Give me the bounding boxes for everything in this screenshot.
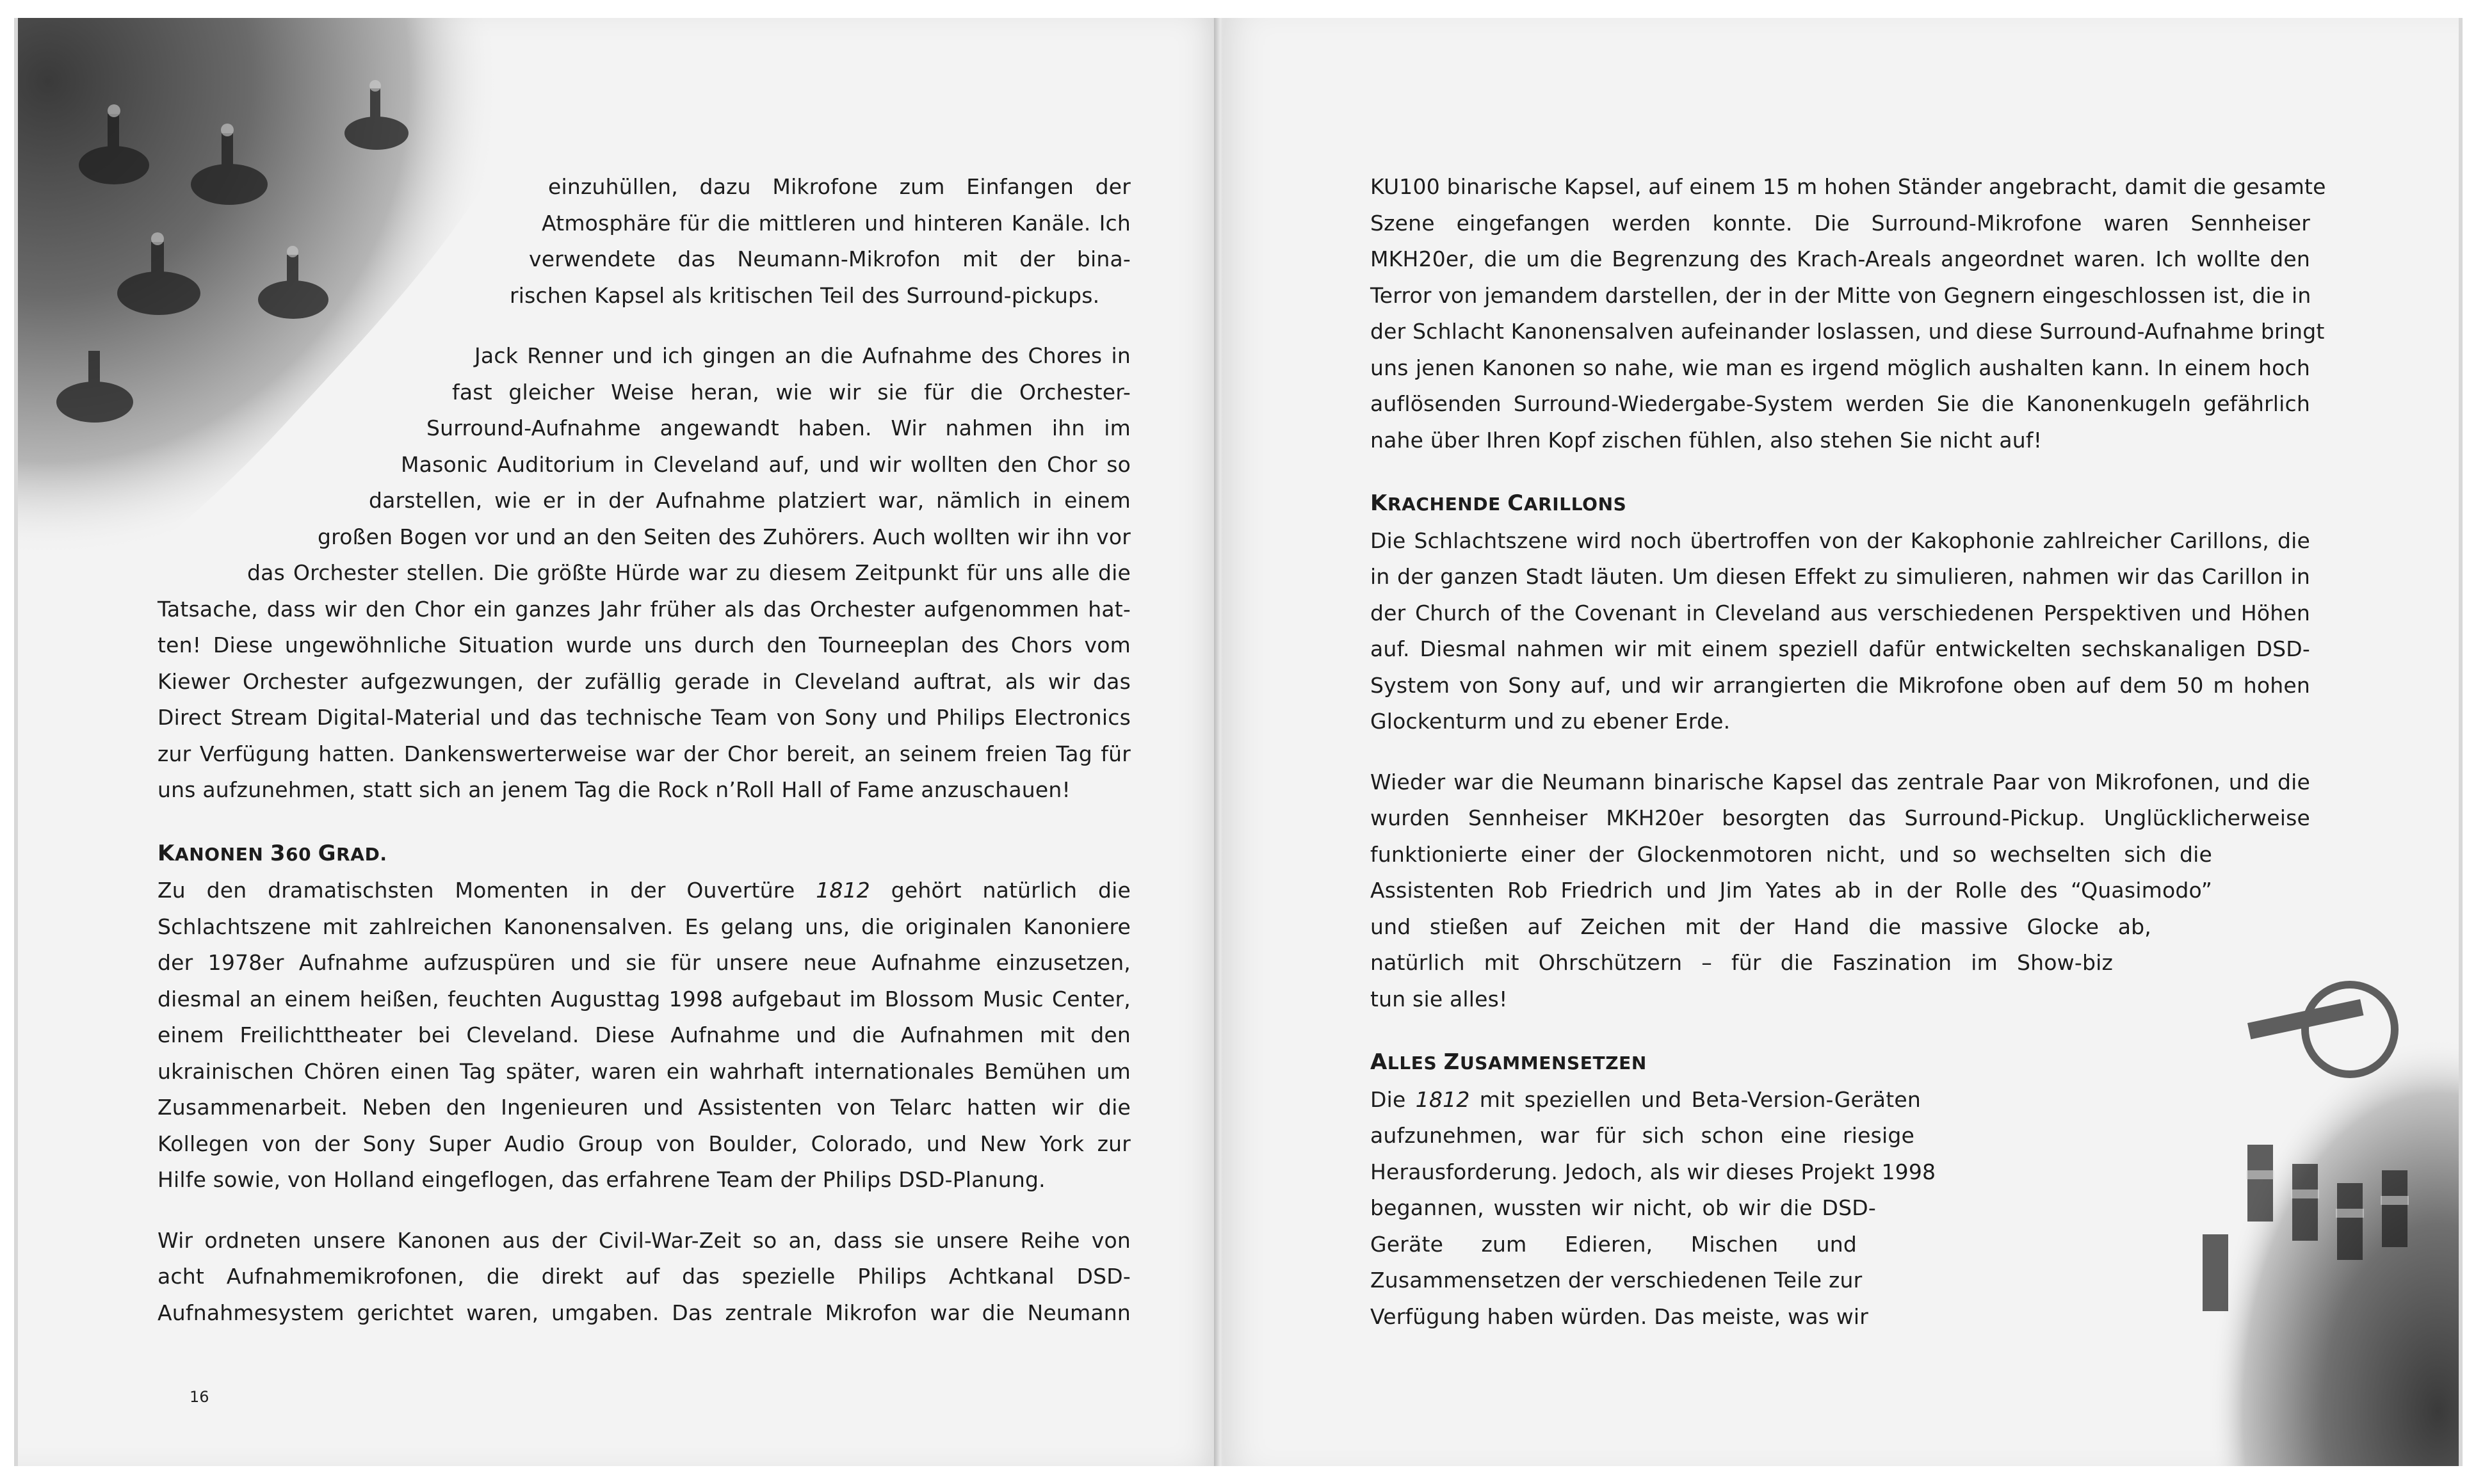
text-line: Assistenten Rob Friedrich und Jim Yates ab in der Rolle des “Quasimodo” [1370, 878, 2212, 903]
section-heading-carillons: KRACHENDE CARILLONS [1370, 490, 1627, 516]
paragraph-civil-war [158, 1223, 1131, 1332]
right-page [1223, 18, 2463, 1466]
text-line: Wieder war die Neumann binarische Kapsel das zentrale Paar von Mikrofonen, und die [1370, 769, 2310, 794]
text-line: auflösenden Surround-Wiedergabe-System werden Sie die Kanonenkugeln gefährlich [1370, 391, 2310, 416]
text-line: darstellen, wie er in der Aufnahme platziert war, nämlich in einem [369, 488, 1131, 513]
paragraph-neumann [1370, 764, 2310, 1018]
text-line: tun sie alles! [1370, 986, 1508, 1012]
text-line: auf. Diesmal nahmen wir mit einem speziell dafür entwickelten sechskanaligen DSD- [1370, 636, 2310, 661]
text-line: ukrainischen Chören einen Tag später, waren ein wahrhaft internationales Bemühen um [158, 1058, 1131, 1084]
text-line: Tatsache, dass wir den Chor ein ganzes Jahr früher als das Orchester aufgenommen hat- [158, 596, 1131, 622]
text-line: verwendete das Neumann-Mikrofon mit der bina- [529, 246, 1131, 271]
text-line: ten! Diese ungewöhnliche Situation wurde uns durch den Tourneeplan des Chors vom [158, 633, 1131, 657]
text-line: uns aufzunehmen, statt sich an jenem Tag die Rock n’Roll Hall of Fame anzuschauen! [158, 777, 1071, 802]
text-line: zur Verfügung hatten. Dankenswerterweise war der Chor bereit, an seinem freien Tag für [158, 741, 1131, 766]
text-line: natürlich mit Ohrschützern – für die Faszination im Show-biz [1370, 950, 2113, 975]
text-line: Zu den dramatischsten Momenten in der Ouvertüre 1812 gehört natürlich die [158, 878, 1131, 903]
text-line: einem Freilichttheater bei Cleveland. Diese Aufnahme und die Aufnahmen mit den [158, 1022, 1131, 1047]
paragraph-kanonen [158, 873, 1131, 1198]
text-line: funktionierte einer der Glockenmotoren nicht, und so wechselten sich die [1370, 841, 2212, 867]
text-line: Terror von jemandem darstellen, der in der Mitte von Gegnern eingeschlossen ist, die in [1370, 282, 2311, 308]
left-text-column [158, 169, 1131, 1331]
text-line: in der ganzen Stadt läuten. Um diesen Effekt zu simulieren, nahmen wir das Carillon in [1370, 564, 2310, 589]
section-heading-kanonen: KANONEN 360 GRAD. [158, 840, 387, 866]
text-line: Die Schlachtszene wird noch übertroffen von der Kakophonie zahlreicher Carillons, die [1370, 528, 2310, 553]
text-line: Kiewer Orchester aufgezwungen, der zufällig gerade in Cleveland auftrat, als wir das [158, 668, 1131, 694]
text-line: Hilfe sowie, von Holland eingeflogen, das erfahrene Team der Philips DSD-Planung. [158, 1167, 1046, 1192]
text-line: Geräte zum Edieren, Mischen und [1370, 1231, 1857, 1257]
paragraph-choir [158, 338, 1131, 809]
text-line: Jack Renner und ich gingen an die Aufnahme des Chores in [474, 343, 1131, 368]
text-line: der 1978er Aufnahme aufzuspüren und sie für unsere neue Aufnahme einzusetzen, [158, 950, 1131, 975]
text-line: Direct Stream Digital-Material und das technische Team von Sony und Philips Electronics [158, 705, 1131, 730]
text-line: Herausforderung. Jedoch, als wir dieses Projekt 1998 [1370, 1159, 1936, 1184]
text-line: begannen, wussten wir nicht, ob wir die DSD- [1370, 1195, 1876, 1220]
text-line: nahe über Ihren Kopf zischen fühlen, also stehen Sie nicht auf! [1370, 427, 2043, 453]
text-line: Zusammenarbeit. Neben den Ingenieuren und Assistenten von Telarc hatten wir die [158, 1095, 1131, 1120]
text-line: fast gleicher Weise heran, wie wir sie für die Orchester- [452, 379, 1131, 405]
text-line: Verfügung haben würden. Das meiste, was wir [1370, 1303, 1869, 1329]
text-line: acht Aufnahmemikrofonen, die direkt auf das spezielle Philips Achtkanal DSD- [158, 1264, 1131, 1289]
paragraph-zusammensetzen [1370, 1082, 2310, 1335]
text-line: und stießen auf Zeichen mit der Hand die massive Glocke ab, [1370, 914, 2151, 939]
left-page [14, 18, 1223, 1466]
text-line: der Church of the Covenant in Cleveland aus verschiedenen Perspektiven und Höhen [1370, 600, 2310, 625]
text-line: Glockenturm und zu ebener Erde. [1370, 709, 1731, 734]
text-line: Wir ordneten unsere Kanonen aus der Civil-War-Zeit so an, dass sie unsere Reihe von [158, 1227, 1131, 1253]
text-line: einzuhüllen, dazu Mikrofone zum Einfangen der [548, 174, 1131, 199]
text-line: Die 1812 mit speziellen und Beta-Version-Geräten [1370, 1086, 1921, 1112]
section-heading-zusammensetzen: ALLES ZUSAMMENSETZEN [1370, 1049, 1647, 1075]
text-line: aufzunehmen, war für sich schon eine riesige [1370, 1123, 1914, 1148]
page-number: 16 [190, 1388, 209, 1406]
text-line: Szene eingefangen werden konnte. Die Surround-Mikrofone waren Sennheiser [1370, 210, 2310, 236]
right-text-column [1370, 169, 2326, 1335]
paragraph-ku100 [1370, 169, 2326, 458]
text-line: KU100 binarische Kapsel, auf einem 15 m hohen Ständer angebracht, damit die gesamte [1370, 174, 2326, 199]
paragraph-carillons [1370, 523, 2310, 740]
text-line: Aufnahmesystem gerichtet waren, umgaben. Das zentrale Mikrofon war die Neumann [158, 1300, 1131, 1325]
text-line: der Schlacht Kanonensalven aufeinander loslassen, und diese Surround-Aufnahme bringt [1370, 319, 2325, 344]
text-line: wurden Sennheiser MKH20er besorgten das Surround-Pickup. Unglücklicherweise [1370, 805, 2310, 830]
text-line: Surround-Aufnahme angewandt haben. Wir nahmen ihn im [426, 415, 1131, 440]
text-line: uns jenen Kanonen so nahe, wie man es irgend möglich aushalten kann. In einem hoch [1370, 355, 2310, 380]
text-line: System von Sony auf, und wir arrangierten die Mikrofone oben auf dem 50 m hohen [1370, 672, 2310, 698]
text-line: rischen Kapsel als kritischen Teil des Surround-pickups. [510, 282, 1100, 308]
text-line: Zusammensetzen der verschiedenen Teile zur [1370, 1268, 1863, 1293]
paragraph-intro [548, 169, 1131, 206]
text-line: diesmal an einem heißen, feuchten Augusttag 1998 aufgebaut im Blossom Music Center, [158, 986, 1131, 1012]
text-line: MKH20er, die um die Begrenzung des Krach-Areals angeordnet waren. Ich wollte den [1370, 246, 2310, 271]
text-line: Atmosphäre für die mittleren und hinteren Kanäle. Ich [542, 210, 1131, 236]
text-line: Schlachtszene mit zahlreichen Kanonensalven. Es gelang uns, die originalen Kanoniere [158, 914, 1131, 939]
text-line: Masonic Auditorium in Cleveland auf, und wir wollten den Chor so [401, 451, 1131, 477]
text-line: Kollegen von der Sony Super Audio Group von Boulder, Colorado, und New York zur [158, 1131, 1131, 1156]
text-line: großen Bogen vor und an den Seiten des Zuhörers. Auch wollten wir ihn vor [318, 524, 1131, 549]
text-line: das Orchester stellen. Die größte Hürde war zu diesem Zeitpunkt für uns alle die [247, 560, 1131, 585]
